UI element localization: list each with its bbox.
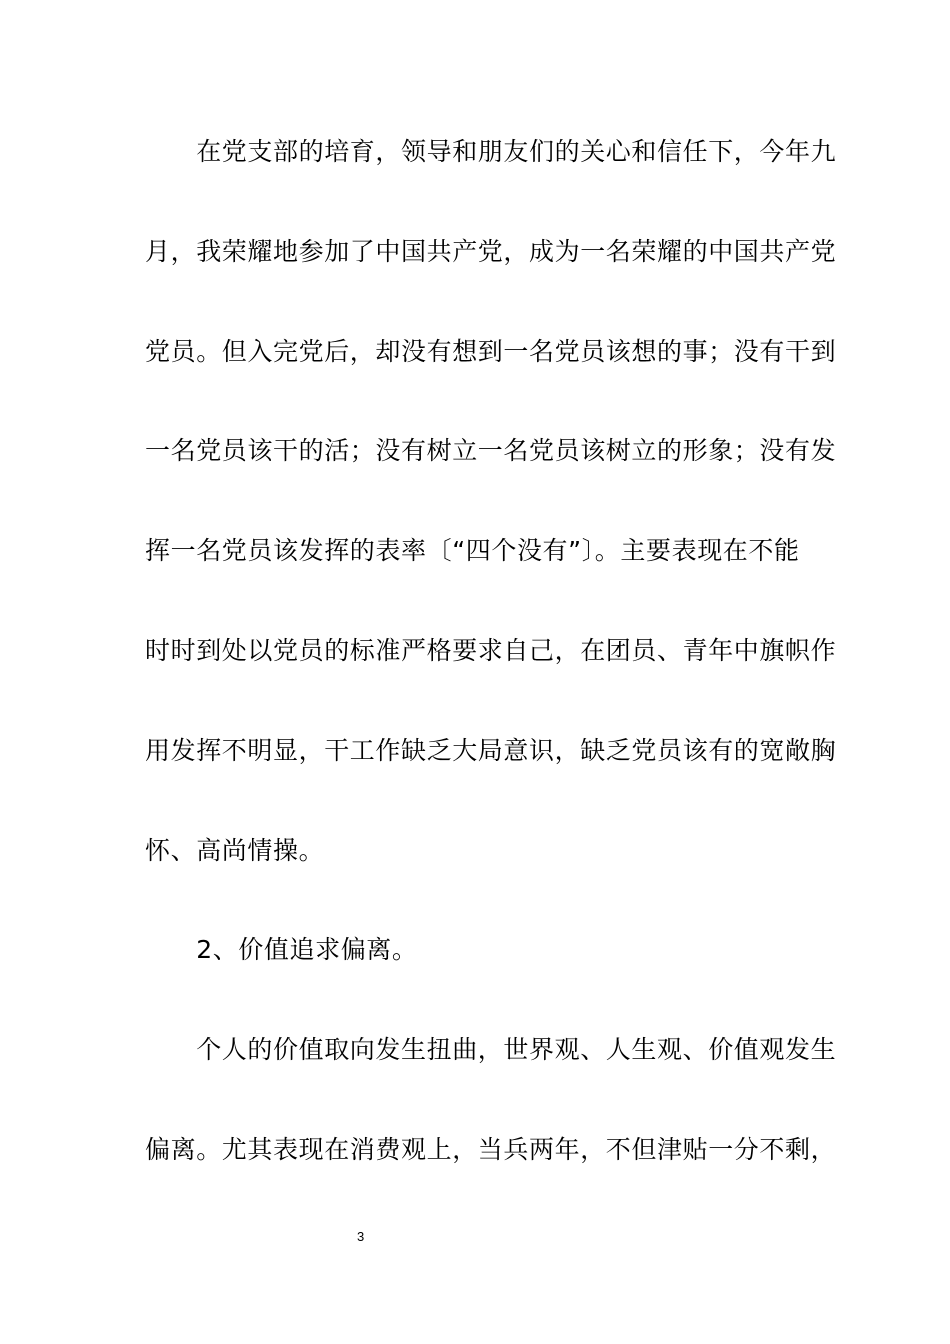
paragraph-line: 月，我荣耀地参加了中国共产党，成为一名荣耀的中国共产党 — [145, 237, 837, 266]
paragraph-line: 个人的价值取向发生扭曲，世界观、人生观、价值观发生 — [145, 1035, 837, 1064]
paragraph-line: 一名党员该干的活；没有树立一名党员该树立的形象；没有发 — [145, 436, 837, 465]
page-number: 3 — [357, 1229, 365, 1244]
paragraph-line: 用发挥不明显，干工作缺乏大局意识，缺乏党员该有的宽敞胸 — [145, 736, 837, 765]
paragraph-line: 挥一名党员该发挥的表率〔“四个没有”〕。主要表现在不能 — [145, 536, 800, 565]
paragraph-line: 党员。但入完党后，却没有想到一名党员该想的事；没有干到 — [145, 337, 837, 366]
paragraph-line: 怀、高尚情操。 — [145, 836, 325, 865]
paragraph-line: 在党支部的培育，领导和朋友们的关心和信任下，今年九 — [145, 137, 837, 166]
section-heading: 2、价值追求偏离。 — [145, 935, 418, 964]
paragraph-line: 时时到处以党员的标准严格要求自己，在团员、青年中旗帜作 — [145, 636, 837, 665]
paragraph-line: 偏离。尤其表现在消费观上，当兵两年，不但津贴一分不剩， — [145, 1135, 837, 1164]
